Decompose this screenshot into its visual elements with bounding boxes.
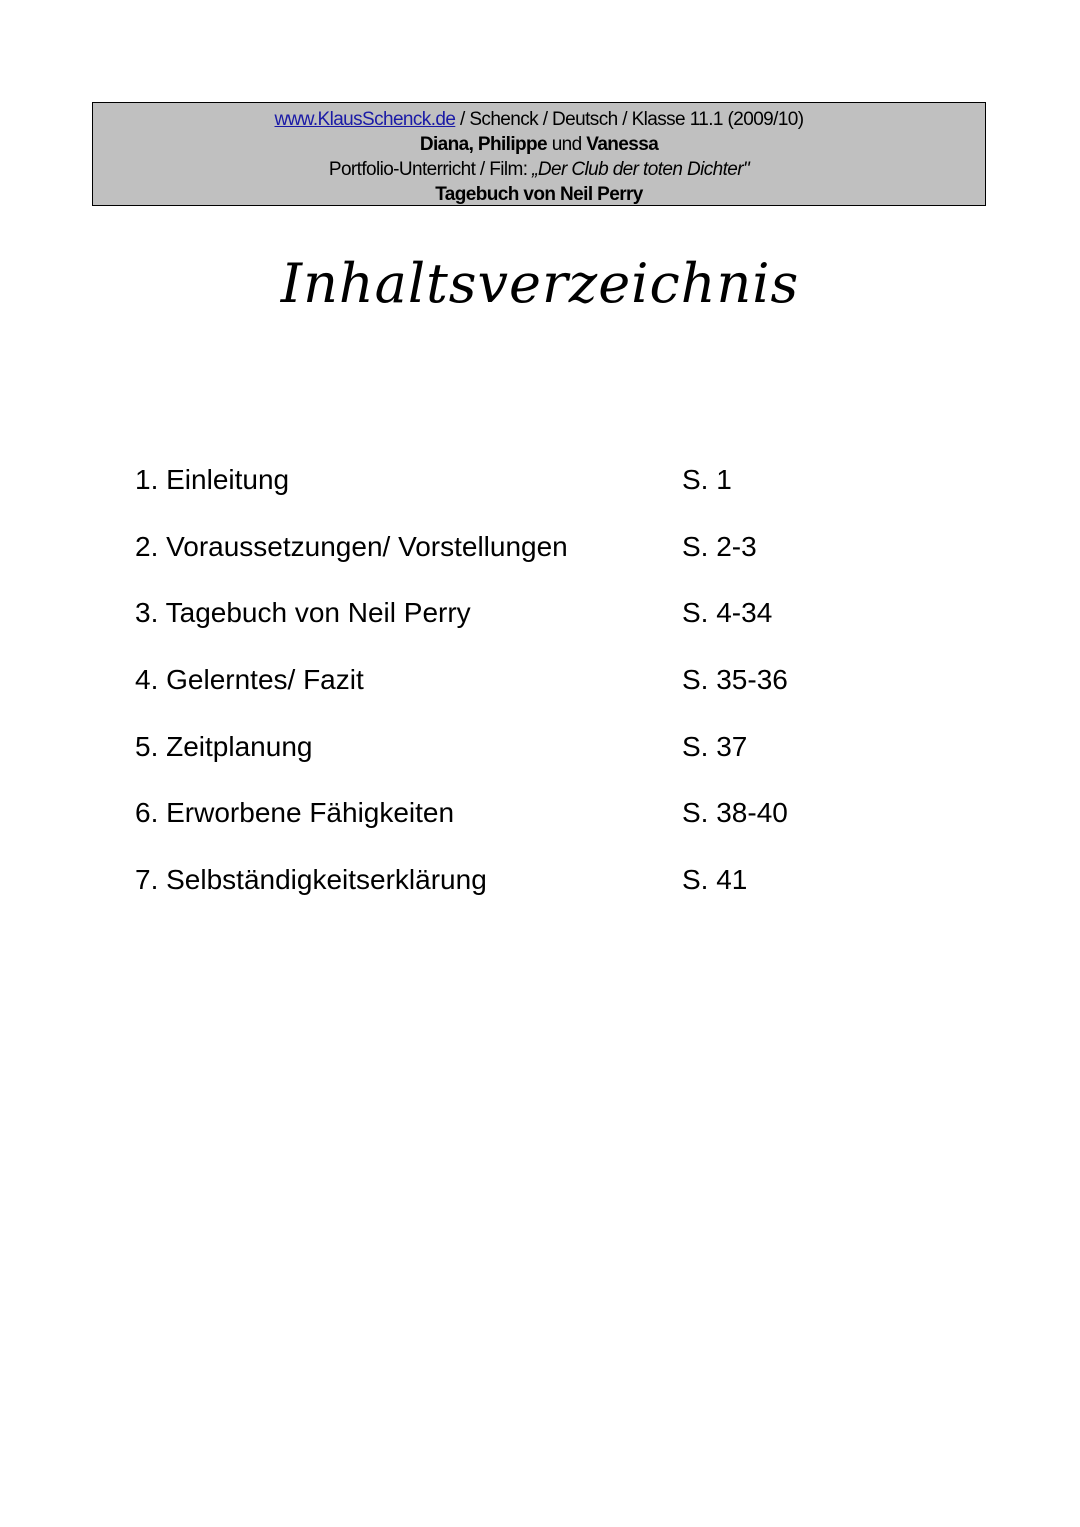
diary-subject: Tagebuch von Neil Perry [435,184,643,205]
header-line-subject [93,182,985,207]
toc-item-page: S. 35-36 [682,664,788,696]
table-of-contents [135,458,935,925]
toc-item [135,591,935,658]
toc-item-page: S. 4-34 [682,597,773,629]
author-name-last: Vanessa [586,134,659,155]
toc-item [135,525,935,592]
film-prefix: Portfolio-Unterricht / Film: [328,159,533,180]
header-line-film [93,157,985,182]
toc-item-page: S. 1 [682,464,732,495]
toc-item-page: S. 38-40 [682,797,788,829]
toc-item [135,725,935,792]
course-info: / Schenck / Deutsch / Klasse 11.1 (2009/10) [455,109,804,130]
website-link[interactable]: www.KlausSchenck.de [274,109,456,130]
toc-item-label: 5. Zeitplanung [135,730,313,762]
toc-item [135,791,935,858]
toc-item-label: 4. Gelerntes/ Fazit [135,664,364,696]
header-line-authors [93,132,985,157]
film-title: „Der Club der toten Dichter" [532,159,750,180]
toc-item-label: 2. Voraussetzungen/ Vorstellungen [135,530,568,562]
header-line-course [93,107,985,132]
toc-item-label: 6. Erworbene Fähigkeiten [135,797,455,829]
toc-item-label: 1. Einleitung [135,464,290,495]
toc-item-label: 7. Selbständigkeitserklärung [135,864,487,896]
toc-item [135,658,935,725]
author-names: Diana, Philippe [419,134,548,155]
toc-item-page: S. 2-3 [682,530,757,562]
toc-item-page: S. 37 [682,730,748,762]
author-conjunction: und [547,134,587,155]
document-header [92,102,986,206]
toc-item-page: S. 41 [682,864,748,896]
toc-item-label: 3. Tagebuch von Neil Perry [135,597,471,629]
toc-item [135,858,935,925]
page-title: Inhaltsverzeichnis [280,252,800,315]
toc-item [135,458,935,525]
